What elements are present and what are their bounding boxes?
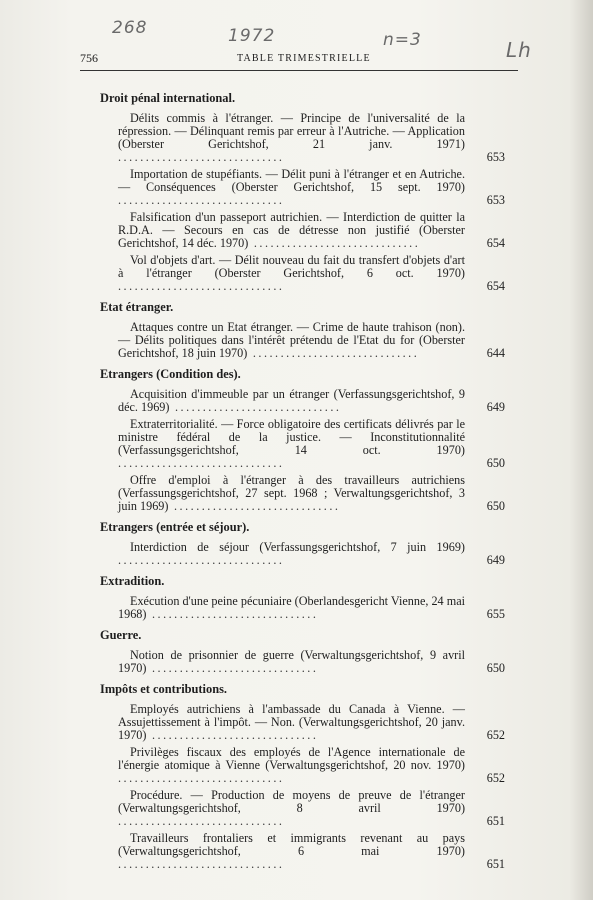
index-entry [100, 418, 505, 470]
leader-dots: .............................. [118, 193, 285, 207]
section-heading: Guerre. [100, 628, 142, 642]
index-entry [100, 168, 505, 207]
entry-text: Employés autrichiens à l'ambassade du Canada à Vienne. — Assujettissement à l'impôt. — Non. (Verwaltungsgerichtshof, 20 janv. 1970) [118, 702, 465, 742]
entry-text: Notion de prisonnier de guerre (Verwaltungsgerichtshof, 9 avril 1970) [118, 648, 465, 675]
leader-dots: .............................. [247, 346, 420, 360]
entry-text: Délits commis à l'étranger. — Principe de l'universalité de la répression. — Délinquant remis par erreur à l'Autriche. — Application (Oberster Gerichtshof, 21 janv. 1971) [118, 111, 465, 151]
index-entry [100, 474, 505, 513]
index-entry [100, 595, 505, 621]
entry-page-number: 644 [486, 346, 505, 360]
entry-page-number: 654 [486, 236, 505, 250]
entry-text: Procédure. — Production de moyens de preuve de l'étranger (Verwaltungsgerichtshof, 8 avril 1970) [118, 788, 465, 815]
leader-dots: .............................. [146, 728, 319, 742]
section-heading: Etrangers (entrée et séjour). [100, 520, 250, 534]
leader-dots: .............................. [118, 456, 285, 470]
index-entry [100, 789, 505, 828]
index-section [100, 521, 505, 567]
section-heading: Etat étranger. [100, 300, 174, 314]
leader-dots: .............................. [169, 400, 342, 414]
entry-text: Offre d'emploi à l'étranger à des travailleurs autrichiens (Verfassungsgerichtshof, 27 sept. 1968 ; Verwaltungsgerichtshof, 3 juin 1969) [118, 473, 465, 513]
index-entry [100, 211, 505, 250]
header-rule [80, 70, 518, 71]
entry-page-number: 651 [486, 857, 505, 871]
leader-dots: .............................. [146, 607, 319, 621]
index-entry [100, 649, 505, 675]
entry-text: Travailleurs frontaliers et immigrants revenant au pays (Verwaltungsgerichtshof, 6 mai 1970) [118, 831, 465, 858]
leader-dots: .............................. [118, 857, 285, 871]
entry-page-number: 654 [486, 279, 505, 293]
index-section [100, 301, 505, 360]
index-section [100, 92, 505, 293]
leader-dots: .............................. [146, 661, 319, 675]
entry-text: Privilèges fiscaux des employés de l'Agence internationale de l'énergie atomique à Vienne (Verwaltungsgerichtshof, 20 nov. 1970) [118, 745, 465, 772]
index-section [100, 683, 505, 871]
index-entry [100, 746, 505, 785]
entry-page-number: 650 [486, 499, 505, 513]
leader-dots: .............................. [118, 279, 285, 293]
leader-dots: .............................. [118, 553, 285, 567]
index-entry [100, 832, 505, 871]
entry-text: Extraterritorialité. — Force obligatoire des certificats délivrés par le ministre fédéral de la justice. — Inconstitutionnalité (Verfassungsgerichtshof, 14 oct. 1970) [118, 417, 465, 457]
section-heading: Etrangers (Condition des). [100, 367, 241, 381]
entry-text: Falsification d'un passeport autrichien. — Interdiction de quitter la R.D.A. — Secours en cas de détresse non justifié (Oberster Gerichtshof, 14 déc. 1970) [118, 210, 465, 250]
leader-dots: .............................. [168, 499, 341, 513]
leader-dots: .............................. [118, 150, 285, 164]
entry-page-number: 649 [486, 400, 505, 414]
index-section [100, 575, 505, 621]
entry-page-number: 650 [486, 661, 505, 675]
index-entry [100, 541, 505, 567]
entry-page-number: 655 [486, 607, 505, 621]
handwritten-note: Lh [506, 38, 532, 62]
entry-text: Importation de stupéfiants. — Délit puni à l'étranger et en Autriche. — Conséquences (Oberster Gerichtshof, 15 sept. 1970) [118, 167, 465, 194]
entry-page-number: 650 [486, 456, 505, 470]
entry-page-number: 649 [486, 553, 505, 567]
leader-dots: .............................. [118, 814, 285, 828]
entry-text: Vol d'objets d'art. — Délit nouveau du fait du transfert d'objets d'art à l'étranger (Oberster Gerichtshof, 6 oct. 1970) [118, 253, 465, 280]
entry-page-number: 653 [486, 150, 505, 164]
entry-text: Interdiction de séjour (Verfassungsgerichtshof, 7 juin 1969) [130, 540, 465, 554]
section-heading: Extradition. [100, 574, 165, 588]
leader-dots: .............................. [248, 236, 421, 250]
index-section [100, 368, 505, 513]
handwritten-note: 1972 [228, 26, 276, 46]
index-entry [100, 254, 505, 293]
section-heading: Droit pénal international. [100, 91, 236, 105]
page-number: 756 [80, 51, 98, 65]
entry-text: Attaques contre un Etat étranger. — Crime de haute trahison (non). — Délits politiques dans l'intérêt prétendu de l'Etat du for (Oberster Gerichtshof, 18 juin 1970) [118, 320, 465, 360]
entry-page-number: 651 [486, 814, 505, 828]
handwritten-note: 268 [112, 18, 148, 38]
entry-page-number: 653 [486, 193, 505, 207]
entry-text: Exécution d'une peine pécuniaire (Oberlandesgericht Vienne, 24 mai 1968) [118, 594, 465, 621]
index-section [100, 629, 505, 675]
index-entry [100, 321, 505, 360]
entry-page-number: 652 [486, 728, 505, 742]
entry-page-number: 652 [486, 771, 505, 785]
section-heading: Impôts et contributions. [100, 682, 228, 696]
entry-text: Acquisition d'immeuble par un étranger (Verfassungsgerichtshof, 9 déc. 1969) [118, 387, 465, 414]
index-content [100, 86, 505, 875]
handwritten-note: n=3 [383, 30, 422, 50]
index-entry [100, 703, 505, 742]
running-head: TABLE TRIMESTRIELLE [237, 53, 371, 64]
index-entry [100, 388, 505, 414]
leader-dots: .............................. [118, 771, 285, 785]
index-entry [100, 112, 505, 164]
